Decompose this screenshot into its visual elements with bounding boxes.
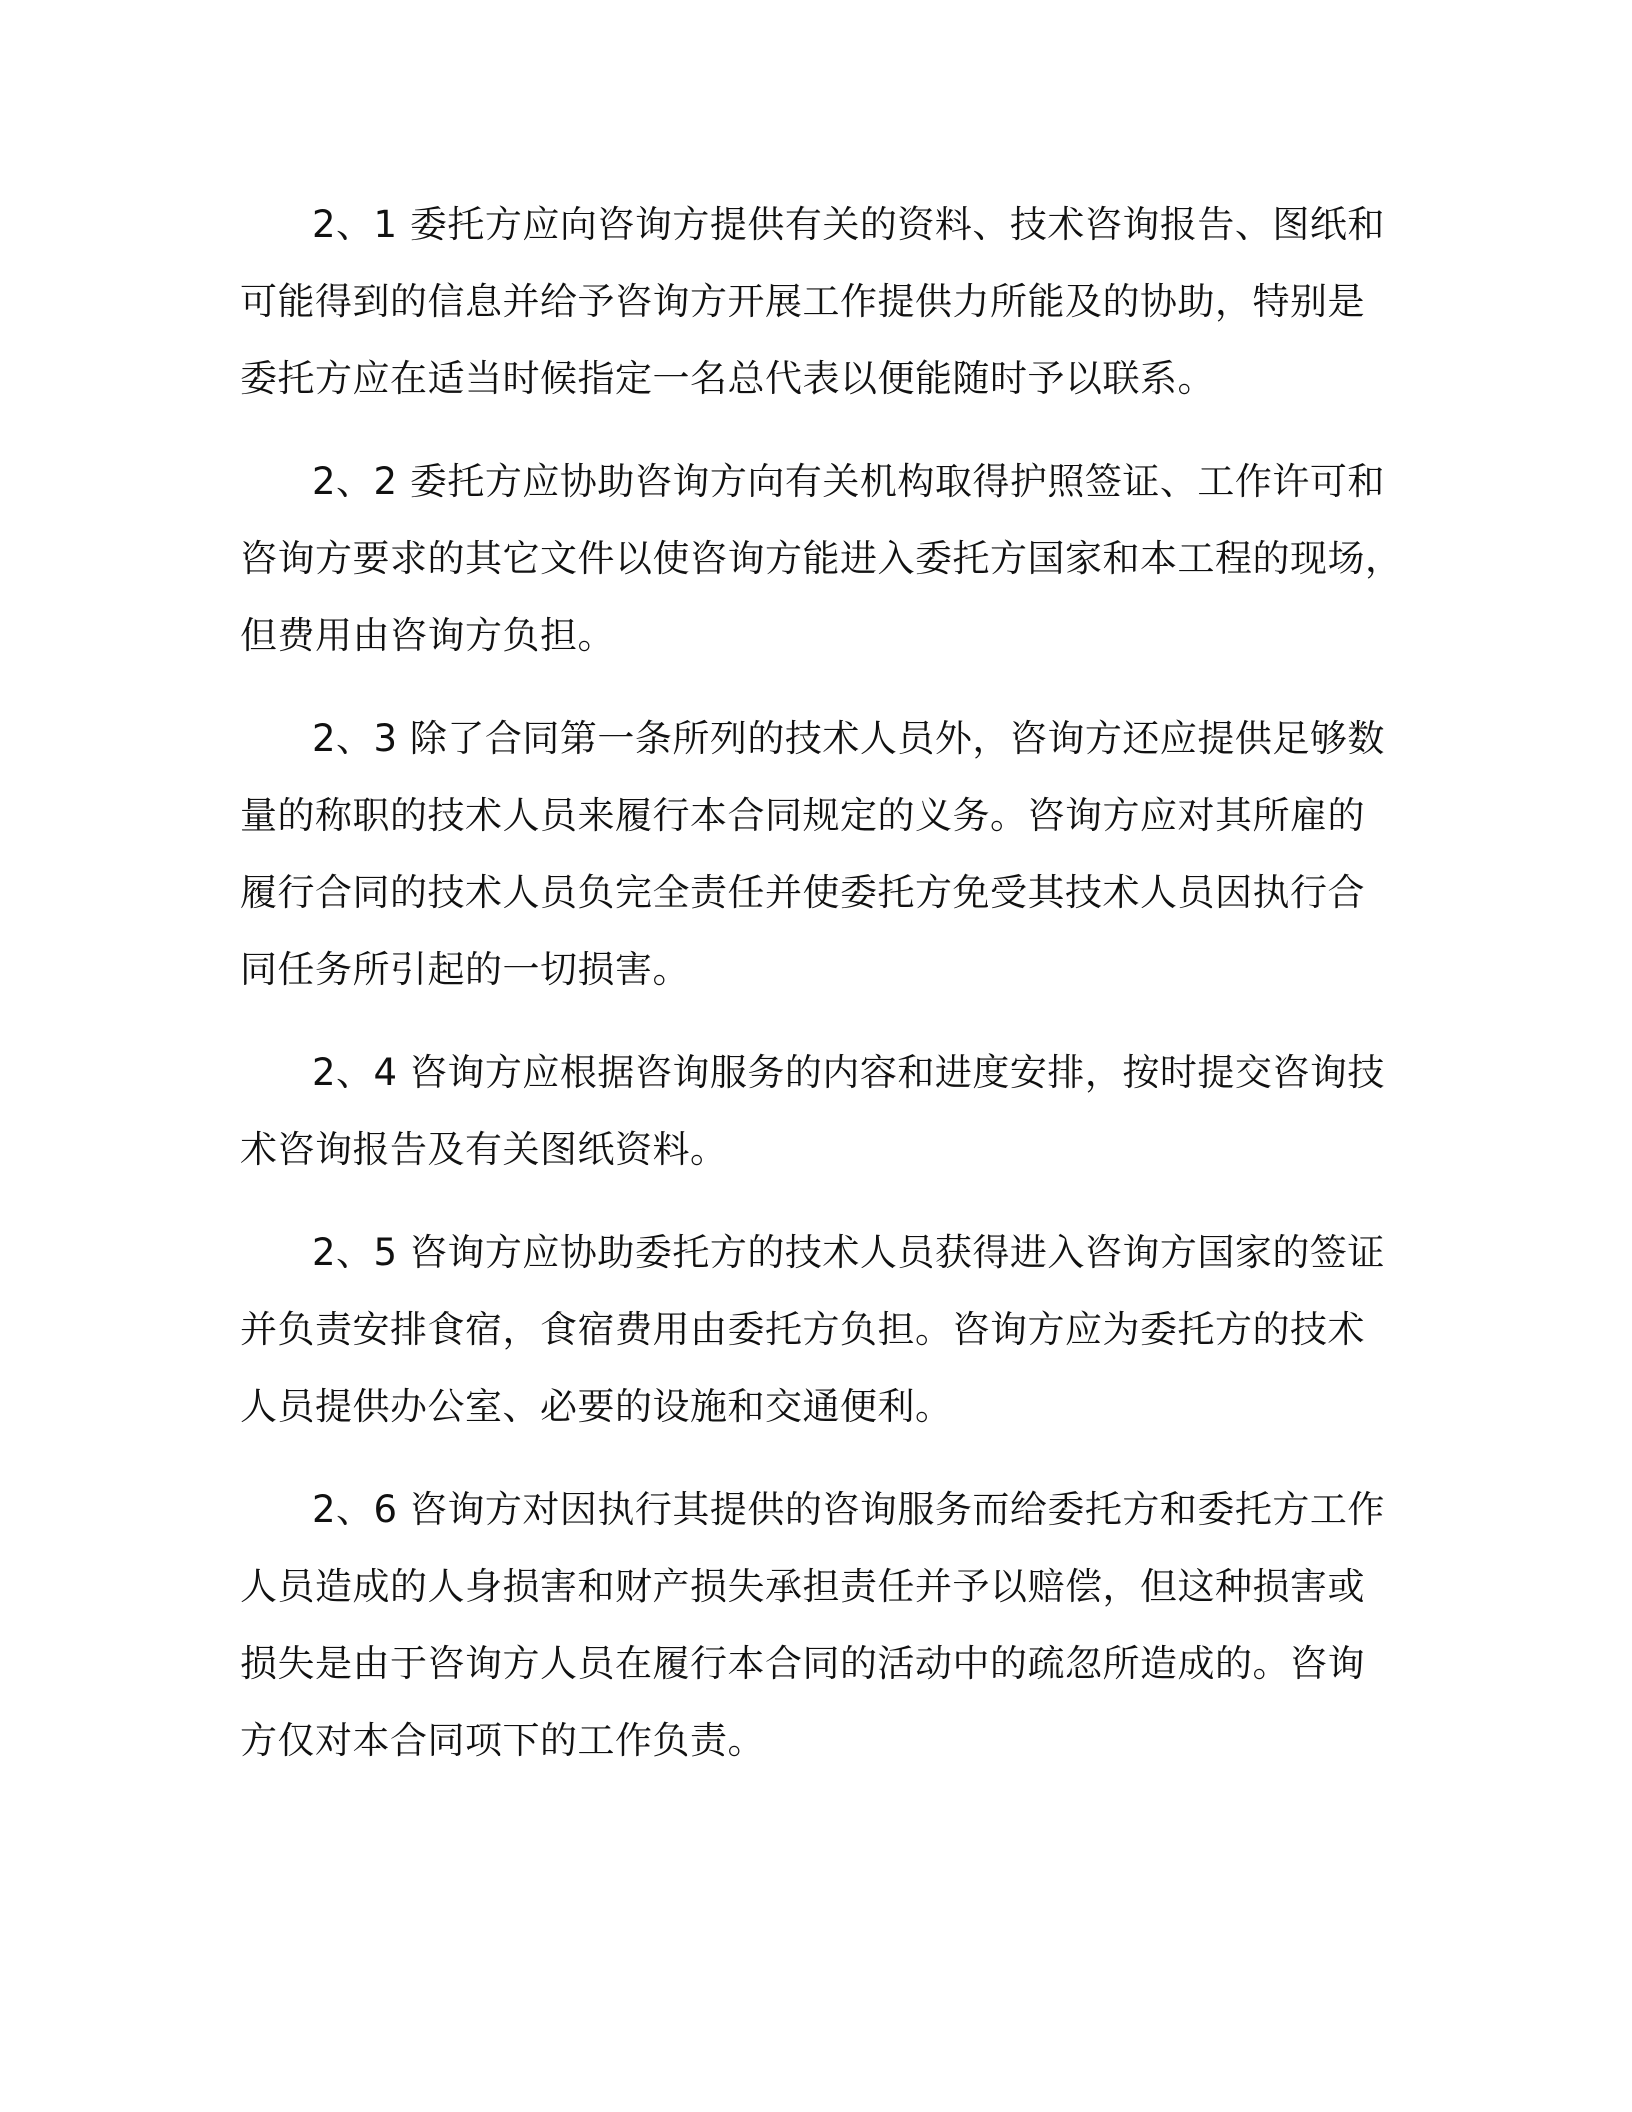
clause-line: 可能得到的信息并给予咨询方开展工作提供力所能及的协助，特别是 <box>240 280 1365 323</box>
clause-2-6 <box>240 1471 1385 1779</box>
clause-line: 人员造成的人身损害和财产损失承担责任并予以赔偿，但这种损害或 <box>240 1565 1365 1608</box>
clause-2-4 <box>240 1034 1385 1188</box>
clause-line: 委托方应在适当时候指定一名总代表以便能随时予以联系。 <box>240 357 1215 400</box>
clause-2-1 <box>240 186 1385 417</box>
clause-line: 2、2 委托方应协助咨询方向有关机构取得护照签证、工作许可和 <box>312 460 1385 503</box>
clause-line: 并负责安排食宿，食宿费用由委托方负担。咨询方应为委托方的技术 <box>240 1308 1365 1351</box>
clause-2-5 <box>240 1214 1385 1445</box>
clause-line: 量的称职的技术人员来履行本合同规定的义务。咨询方应对其所雇的 <box>240 794 1365 837</box>
clause-line: 损失是由于咨询方人员在履行本合同的活动中的疏忽所造成的。咨询 <box>240 1642 1365 1685</box>
clause-line: 但费用由咨询方负担。 <box>240 614 615 657</box>
clause-line: 咨询方要求的其它文件以使咨询方能进入委托方国家和本工程的现场， <box>240 537 1403 580</box>
document-body <box>240 186 1403 1781</box>
clause-line: 人员提供办公室、必要的设施和交通便利。 <box>240 1385 953 1428</box>
clause-line: 2、4 咨询方应根据咨询服务的内容和进度安排，按时提交咨询技 <box>312 1051 1385 1094</box>
clause-line: 2、3 除了合同第一条所列的技术人员外，咨询方还应提供足够数 <box>312 717 1385 760</box>
clause-line: 2、1 委托方应向咨询方提供有关的资料、技术咨询报告、图纸和 <box>312 203 1385 246</box>
clause-line: 方仅对本合同项下的工作负责。 <box>240 1719 765 1762</box>
clause-line: 2、6 咨询方对因执行其提供的咨询服务而给委托方和委托方工作 <box>312 1488 1385 1531</box>
clause-line: 履行合同的技术人员负完全责任并使委托方免受其技术人员因执行合 <box>240 871 1365 914</box>
clause-line: 同任务所引起的一切损害。 <box>240 948 690 991</box>
clause-line: 2、5 咨询方应协助委托方的技术人员获得进入咨询方国家的签证 <box>312 1231 1385 1274</box>
clause-line: 术咨询报告及有关图纸资料。 <box>240 1128 728 1171</box>
clause-2-3 <box>240 700 1385 1008</box>
clause-2-2 <box>240 443 1403 674</box>
